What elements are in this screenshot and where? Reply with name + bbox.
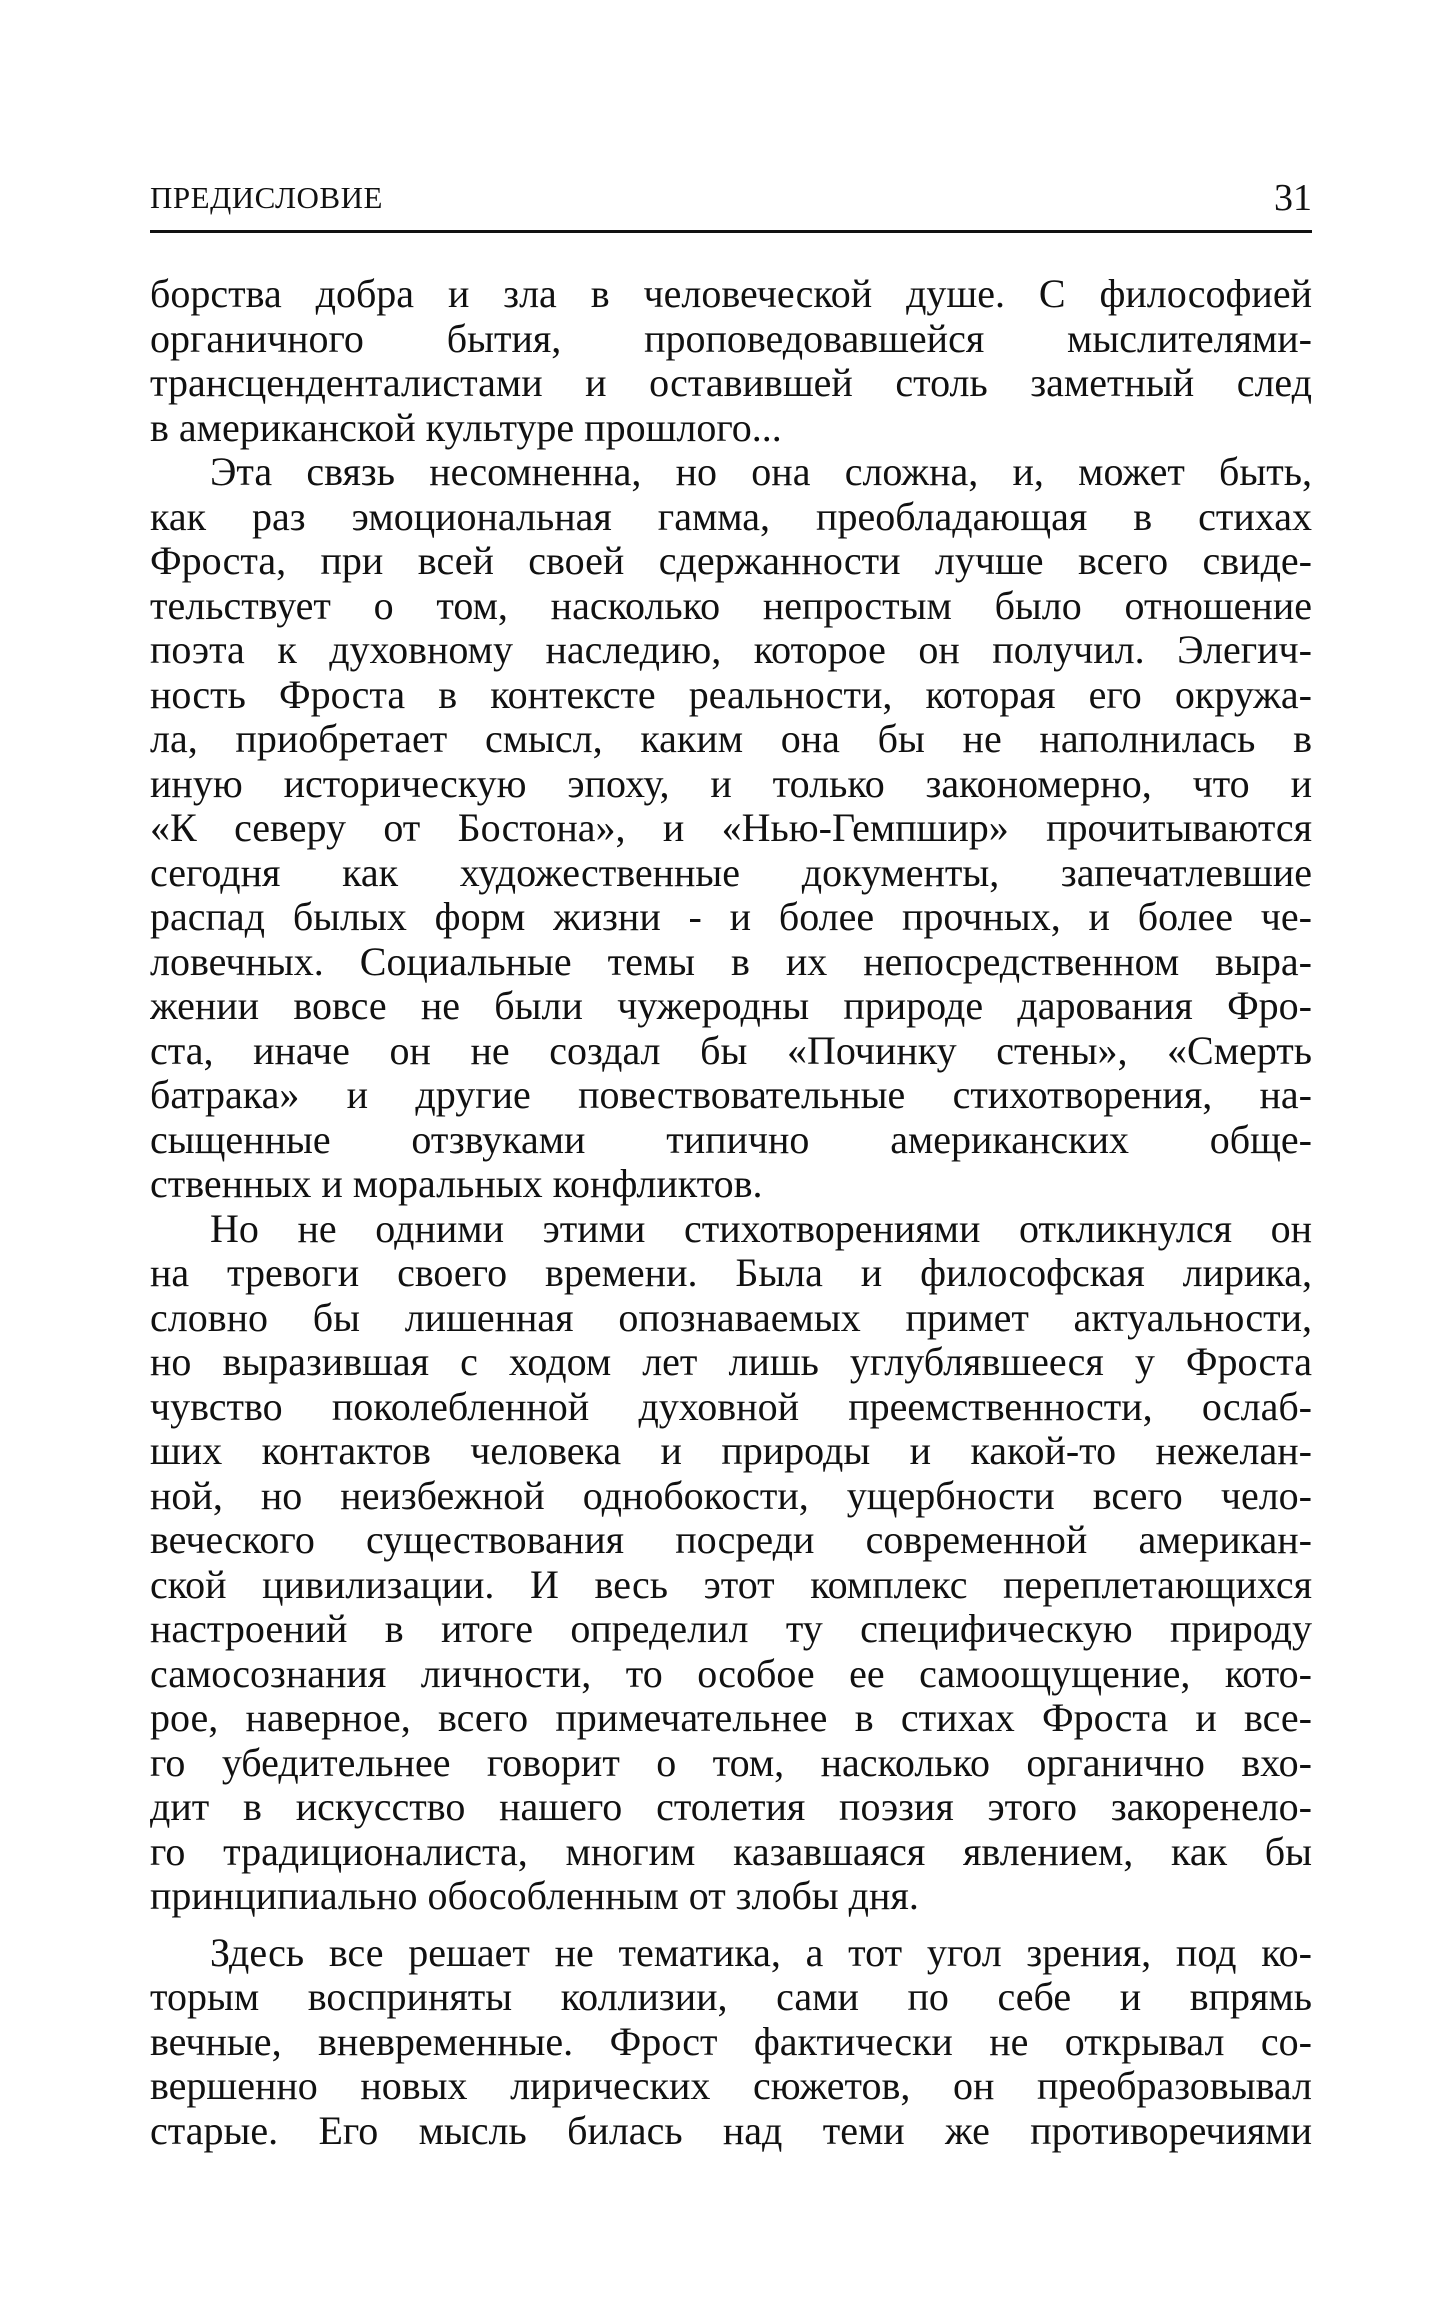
text-line: ла, приобретает смысл, каким она бы не наполнилась в <box>150 717 1312 761</box>
text-line: ственных и моральных конфликтов. <box>150 1162 763 1206</box>
text-line: жении вовсе не были чужеродны природе дарования Фро- <box>150 984 1312 1028</box>
text-line: поэта к духовному наследию, которое он получил. Элегич- <box>150 628 1312 672</box>
text-line: тельствует о том, насколько непростым было отношение <box>150 583 1312 628</box>
text-line: словно бы лишенная опознаваемых примет актуальности, <box>150 1295 1312 1340</box>
paragraph <box>150 1207 1312 1919</box>
text-line: ловечных. Социальные темы в их непосредственном выра- <box>150 939 1312 984</box>
text-line: ших контактов человека и природы и какой-то нежелан- <box>150 1429 1312 1473</box>
text-line: го убедительнее говорит о том, насколько органично вхо- <box>150 1740 1312 1785</box>
text-line: торым восприняты коллизии, сами по себе и впрямь <box>150 1975 1312 2019</box>
page-number: 31 <box>1274 177 1312 219</box>
text-line: Эта связь несомненна, но она сложна, и, может быть, <box>210 450 1312 494</box>
text-line: чувство поколебленной духовной преемственности, ослаб- <box>150 1384 1312 1429</box>
text-line: сыщенные отзвуками типично американских обще- <box>150 1117 1312 1162</box>
text-line: иную историческую эпоху, и только закономерно, что и <box>150 761 1312 806</box>
text-line: веческого существования посреди современной американ- <box>150 1518 1312 1562</box>
text-line: принципиально обособленным от злобы дня. <box>150 1874 919 1918</box>
text-line: сегодня как художественные документы, запечатлевшие <box>150 850 1312 895</box>
text-line: ской цивилизации. И весь этот комплекс переплетающихся <box>150 1562 1312 1607</box>
text-line: органичного бытия, проповедовавшейся мыслителями- <box>150 316 1312 361</box>
text-line: борства добра и зла в человеческой душе. С философией <box>150 272 1312 316</box>
text-line: ность Фроста в контексте реальности, которая его окружа- <box>150 672 1312 717</box>
text-line: вершенно новых лирических сюжетов, он преобразовывал <box>150 2064 1312 2108</box>
text-line: Фроста, при всей своей сдержанности лучше всего свиде- <box>150 539 1312 583</box>
text-line: ста, иначе он не создал бы «Починку стены», «Смерть <box>150 1028 1312 1073</box>
text-line: настроений в итоге определил ту специфическую природу <box>150 1607 1312 1651</box>
paragraph <box>150 272 1312 450</box>
text-line: Здесь все решает не тематика, а тот угол зрения, под ко- <box>210 1930 1312 1975</box>
text-line: в американской культуре прошлого... <box>150 405 782 450</box>
text-line: распад былых форм жизни - и более прочных, и более че- <box>150 895 1312 939</box>
text-line: го традиционалиста, многим казавшаяся явлением, как бы <box>150 1829 1312 1874</box>
paragraph-gap <box>150 1919 1312 1931</box>
text-line: вечные, вневременные. Фрост фактически не открывал со- <box>150 2019 1312 2064</box>
text-line: рое, наверное, всего примечательнее в стихах Фроста и все- <box>150 1696 1312 1740</box>
text-line: ной, но неизбежной однобокости, ущербности всего чело- <box>150 1473 1312 1518</box>
paragraph <box>150 450 1312 1207</box>
text-line: Но не одними этими стихотворениями откликнулся он <box>210 1206 1312 1251</box>
paragraph <box>150 1931 1312 2154</box>
text-line: батрака» и другие повествовательные стихотворения, на- <box>150 1073 1312 1117</box>
text-line: старые. Его мысль билась над теми же противоречиями <box>150 2108 1312 2153</box>
text-line: «К северу от Бостона», и «Нью-Гемпшир» прочитываются <box>150 806 1312 850</box>
body-text <box>150 272 1312 2153</box>
text-line: дит в искусство нашего столетия поэзия этого закоренело- <box>150 1785 1312 1829</box>
text-line: самосознания личности, то особое ее самоощущение, кото- <box>150 1651 1312 1696</box>
text-line: как раз эмоциональная гамма, преобладающая в стихах <box>150 494 1312 539</box>
text-line: трансценденталистами и оставившей столь заметный след <box>150 361 1312 405</box>
running-header <box>150 174 1312 233</box>
text-line: но выразившая с ходом лет лишь углублявшееся у Фроста <box>150 1340 1312 1384</box>
section-title: ПРЕДИСЛОВИЕ <box>150 180 383 215</box>
text-line: на тревоги своего времени. Была и философская лирика, <box>150 1251 1312 1295</box>
